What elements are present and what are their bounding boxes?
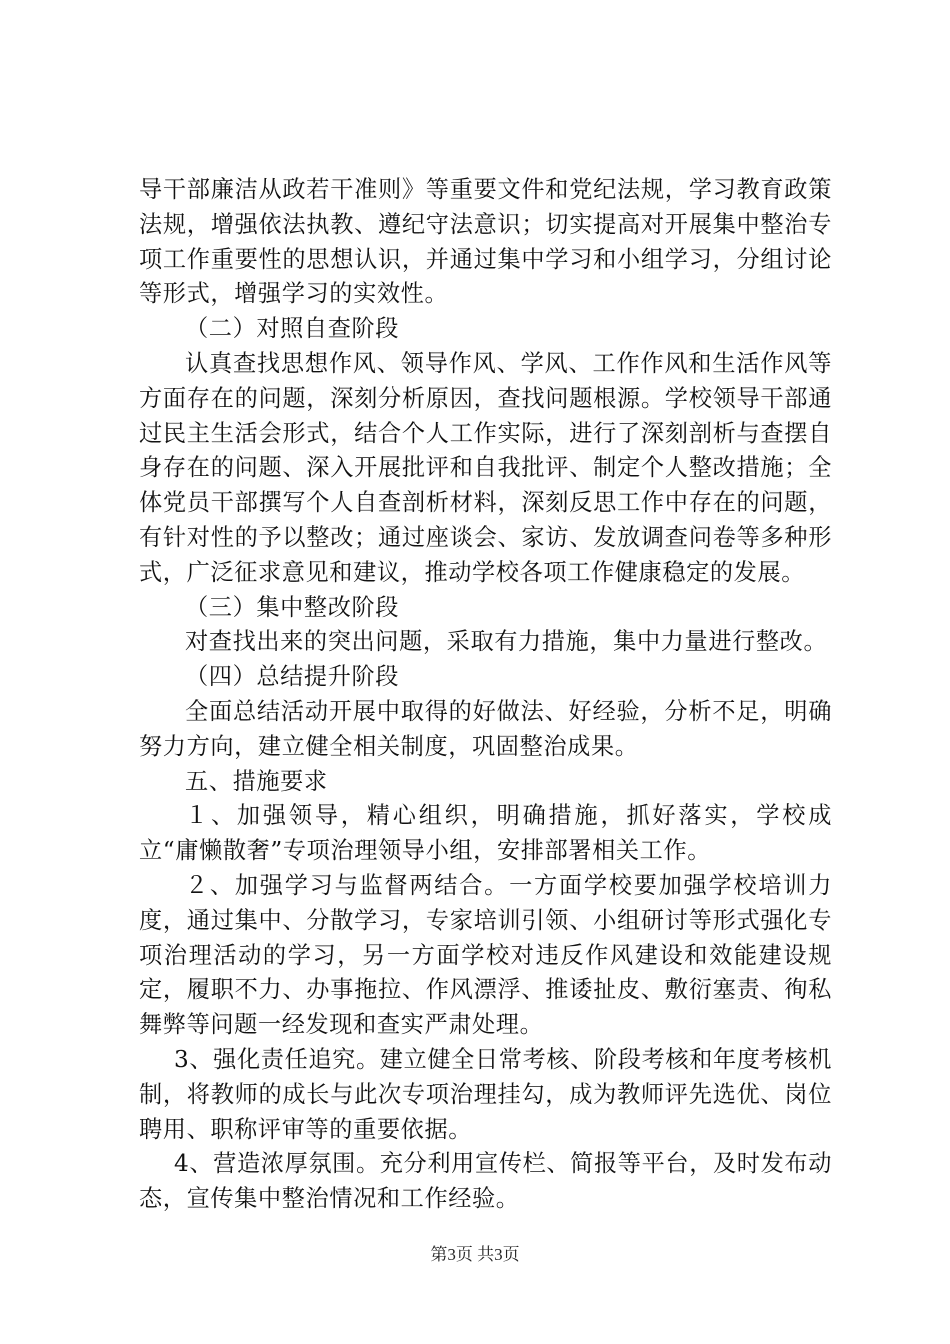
section-heading-rectification: （三）集中整改阶段	[185, 593, 400, 621]
page-footer	[0, 1240, 950, 1265]
paragraph-self-check: 认真查找思想作风、领导作风、学风、工作作风和生活作风等方面存在的问题，深刻分析原因，查找问题根源。学校领导干部通过民主生活会形式，结合个人工作实际，进行了深刻剖析与查摆自身存在的问题、深入开展批评和自我批评、制定个人整改措施；全体党员干部撰写个人自查剖析材料，深刻反思工作中存在的问题，有针对性的予以整改；通过座谈会、家访、发放调查问卷等多种形式，广泛征求意见和建议，推动学校各项工作健康稳定的发展。	[139, 349, 832, 586]
document-body	[139, 173, 832, 1217]
measure-item-3: 3、强化责任追究。建立健全日常考核、阶段考核和年度考核机制，将教师的成长与此次专项治理挂勾，成为教师评先选优、岗位聘用、职称评审等的重要依据。	[139, 1045, 832, 1143]
section-heading-self-check: （二）对照自查阶段	[185, 315, 400, 343]
measure-item-2: ２、加强学习与监督两结合。一方面学校要加强学校培训力度，通过集中、分散学习，专家培训引领、小组研讨等形式强化专项治理活动的学习，另一方面学校对违反作风建设和效能建设规定，履职不力、办事拖拉、作风漂浮、推诿扯皮、敷衍塞责、徇私舞弊等问题一经发现和查实严肃处理。	[139, 871, 832, 1039]
paragraph-rectification: 对查找出来的突出问题，采取有力措施，集中力量进行整改。	[185, 628, 828, 656]
paragraph-summary: 全面总结活动开展中取得的好做法、好经验，分析不足，明确努力方向，建立健全相关制度，巩固整治成果。	[139, 697, 832, 760]
paragraph-intro-continuation: 导干部廉洁从政若干准则》等重要文件和党纪法规，学习教育政策法规，增强依法执教、遵纪守法意识；切实提高对开展集中整治专项工作重要性的思想认识，并通过集中学习和小组学习，分组讨论等形式，增强学习的实效性。	[139, 176, 832, 308]
section-heading-summary: （四）总结提升阶段	[185, 663, 400, 691]
measure-item-4: 4、营造浓厚氛围。充分利用宣传栏、简报等平台，及时发布动态，宣传集中整治情况和工作经验。	[139, 1150, 832, 1213]
section-heading-measures: 五、措施要求	[185, 767, 328, 795]
page-number-label: 第3页 共3页	[430, 1245, 520, 1264]
measure-item-1: １、加强领导，精心组织，明确措施，抓好落实，学校成立“庸懒散奢”专项治理领导小组，安排部署相关工作。	[139, 802, 832, 865]
